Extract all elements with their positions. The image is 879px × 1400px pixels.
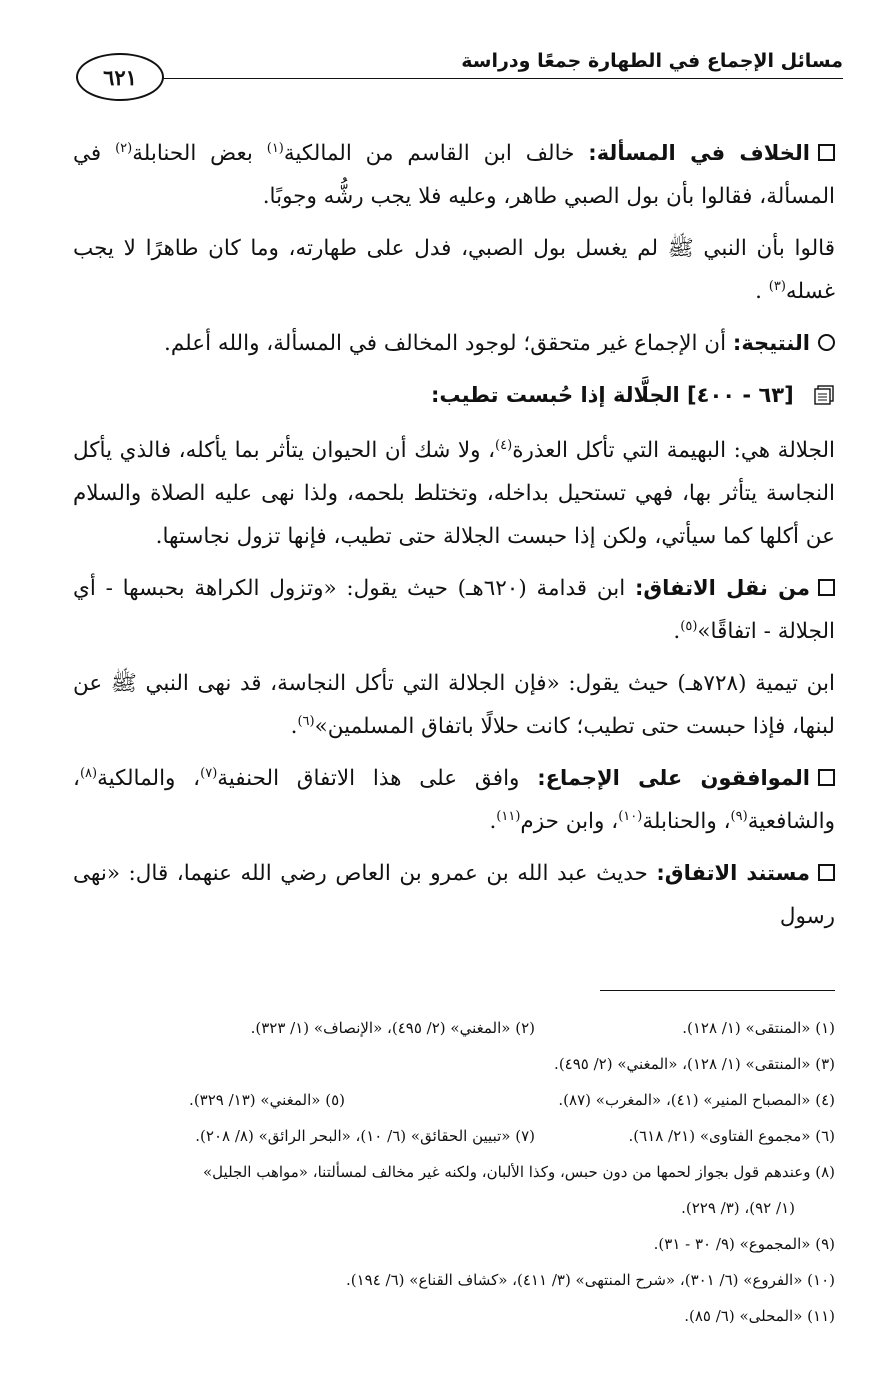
circle-bullet-icon bbox=[818, 334, 835, 351]
muwafiqun-text-b: ، والمالكية bbox=[97, 766, 201, 791]
main-text bbox=[73, 132, 835, 947]
footnote-3: (٣) «المنتقى» (١/ ١٢٨)، «المغني» (٢/ ٤٩٥). bbox=[554, 1055, 835, 1073]
footnotes bbox=[65, 1010, 835, 1334]
footnote-6: (٦) «مجموع الفتاوى» (٢١/ ٦١٨). bbox=[628, 1127, 835, 1145]
footnote-10: (١٠) «الفروع» (٦/ ٣٠١)، «شرح المنتهى» (٣/ ٤١١)، «كشاف القناع» (٦/ ١٩٤). bbox=[345, 1271, 835, 1289]
footnote-8: (٨) وعندهم قول بجواز لحمها من دون حبس، وكذا الألبان، ولكنه غير مخالف لمسألتنا، «مواهب الجليل» bbox=[203, 1163, 835, 1181]
square-bullet-icon bbox=[818, 579, 835, 596]
footnote-row bbox=[65, 1118, 835, 1154]
footnote-7: (٧) «تبيين الحقائق» (٦/ ١٠)، «البحر الرائق» (٨/ ٢٠٨). bbox=[195, 1127, 535, 1145]
footnote-ref-4[interactable]: (٤) bbox=[495, 437, 513, 453]
khilaf-text-a: خالف ابن القاسم من المالكية bbox=[283, 141, 575, 166]
footnote-1: (١) «المنتقى» (١/ ١٢٨). bbox=[682, 1019, 835, 1037]
footnote-4: (٤) «المصباح المنير» (٤١)، «المغرب» (٨٧). bbox=[558, 1091, 835, 1109]
taymiyya-text: ابن تيمية (٧٢٨هـ) حيث يقول: «فإن الجلالة التي تأكل النجاسة، قد نهى النبي ﷺ عن لبنها، فإذا حبست حتى تطيب؛ كانت حلالًا باتفاق المسلمين» bbox=[73, 671, 835, 739]
footnote-ref-11[interactable]: (١١) bbox=[496, 808, 521, 824]
muwafiqun-label: الموافقون على الإجماع: bbox=[537, 766, 810, 790]
footnote-separator bbox=[600, 990, 835, 991]
muwafiqun-text-a: وافق على هذا الاتفاق الحنفية bbox=[217, 766, 520, 791]
muwafiqun-text-d: ، والحنابلة bbox=[642, 809, 731, 834]
muwafiqun-paragraph: الموافقون على الإجماع: وافق على هذا الاتفاق الحنفية$^{(٧)}$، والمالكية$^{(٨)}$، والشافعية$^{(٩)}$، والحنابلة$^{(١٠)}$، وابن حزم$^{(١١)}$. bbox=[73, 765, 835, 834]
proof-text: قالوا بأن النبي ﷺ لم يغسل بول الصبي، فدل على طهارته، وما كان طاهرًا لا يجب غسله bbox=[73, 236, 835, 304]
natija-text: أن الإجماع غير متحقق؛ لوجود المخالف في المسألة، والله أعلم. bbox=[164, 331, 727, 356]
khilaf-text-b: بعض الحنابلة bbox=[132, 141, 253, 166]
natija-paragraph bbox=[73, 322, 835, 365]
definition-paragraph bbox=[73, 429, 835, 558]
khilaf-text-c: في المسألة، فقالوا بأن بول الصبي طاهر، وعليه فلا يجب رشُّه وجوبًا. bbox=[73, 141, 835, 209]
footnote-8-continued: (١/ ٩٢)، (٣/ ٢٢٩). bbox=[681, 1199, 795, 1217]
naql-text: ابن قدامة (٦٢٠هـ) حيث يقول: «وتزول الكراهة بحبسها - أي الجلالة - اتفاقًا» bbox=[73, 576, 835, 644]
footnote-11: (١١) «المحلى» (٦/ ٨٥). bbox=[684, 1307, 835, 1325]
footnote-5: (٥) «المغني» (١٣/ ٣٢٩). bbox=[189, 1091, 345, 1109]
footnote-ref-9[interactable]: (٩) bbox=[730, 808, 748, 824]
footnote-row bbox=[65, 1082, 835, 1118]
square-bullet-icon bbox=[818, 864, 835, 881]
footnote-row bbox=[65, 1010, 835, 1046]
footnote-ref-8[interactable]: (٨) bbox=[79, 765, 98, 781]
footnote-ref-6[interactable]: (٦) bbox=[297, 713, 315, 729]
taymiyya-paragraph: ابن تيمية (٧٢٨هـ) حيث يقول: «فإن الجلالة التي تأكل النجاسة، قد نهى النبي ﷺ عن لبنها، فإذا حبست حتى تطيب؛ كانت حلالًا باتفاق المسلمين»$^{(٦)}$. bbox=[73, 671, 835, 739]
footnote-ref-3[interactable]: (٣) bbox=[768, 278, 786, 294]
mustanad-text: حديث عبد الله بن عمرو بن العاص رضي الله عنهما، قال: «نهى رسول bbox=[73, 861, 835, 929]
naql-paragraph: من نقل الاتفاق: ابن قدامة (٦٢٠هـ) حيث يقول: «وتزول الكراهة بحبسها - أي الجلالة - اتفاقًا»$^{(٥)}$. bbox=[73, 576, 835, 644]
muwafiqun-text-e: ، وابن حزم bbox=[520, 809, 619, 834]
footnote-2: (٢) «المغني» (٢/ ٤٩٥)، «الإنصاف» (١/ ٣٢٣). bbox=[250, 1019, 535, 1037]
footnote-ref-10[interactable]: (١٠) bbox=[618, 808, 643, 824]
section-heading-text: [٦٣ - ٤٠٠] الجلَّالة إذا حُبست تطيب: bbox=[430, 383, 794, 407]
running-title: مسائل الإجماع في الطهارة جمعًا ودراسة bbox=[461, 50, 843, 72]
definition-text-a: الجلالة هي: البهيمة التي تأكل العذرة bbox=[512, 438, 835, 463]
section-heading bbox=[73, 374, 835, 417]
khilaf-paragraph bbox=[73, 132, 835, 218]
definition-text-b: ، ولا شك أن الحيوان يتأثر بما يأكله، فالذي يأكل النجاسة يتأثر بها، فهي تستحيل بداخله، وتختلط بلحمه، ولذا نهى عليه الصلاة والسلام عن أكلها كما سيأتي، ولكن إذا حبست الجلالة حتى تطيب، فإنها تزول نجاستها. bbox=[73, 438, 835, 549]
muwafiqun-text-c: ، والشافعية bbox=[73, 766, 835, 834]
footnote-9: (٩) «المجموع» (٩/ ٣٠ - ٣١). bbox=[653, 1235, 835, 1253]
khilaf-label: الخلاف في المسألة: bbox=[588, 141, 810, 165]
naql-label: من نقل الاتفاق: bbox=[634, 576, 810, 600]
footnote-ref-7[interactable]: (٧) bbox=[200, 765, 218, 781]
page-number: ٦٢١ bbox=[76, 53, 164, 101]
footnote-ref-1[interactable]: (١) bbox=[266, 140, 284, 156]
proof-paragraph: قالوا بأن النبي ﷺ لم يغسل بول الصبي، فدل على طهارته، وما كان طاهرًا لا يجب غسله$^{(٣)}$ . bbox=[73, 236, 835, 304]
mustanad-label: مستند الاتفاق: bbox=[656, 861, 810, 885]
header-rule bbox=[162, 78, 843, 79]
square-bullet-icon bbox=[818, 144, 835, 161]
footnote-ref-2[interactable]: (٢) bbox=[115, 140, 133, 156]
square-bullet-icon bbox=[818, 769, 835, 786]
mustanad-paragraph bbox=[73, 852, 835, 938]
page-header bbox=[62, 40, 843, 100]
pages-icon bbox=[813, 385, 835, 405]
footnote-ref-5[interactable]: (٥) bbox=[680, 618, 698, 634]
natija-label: النتيجة: bbox=[732, 331, 810, 355]
